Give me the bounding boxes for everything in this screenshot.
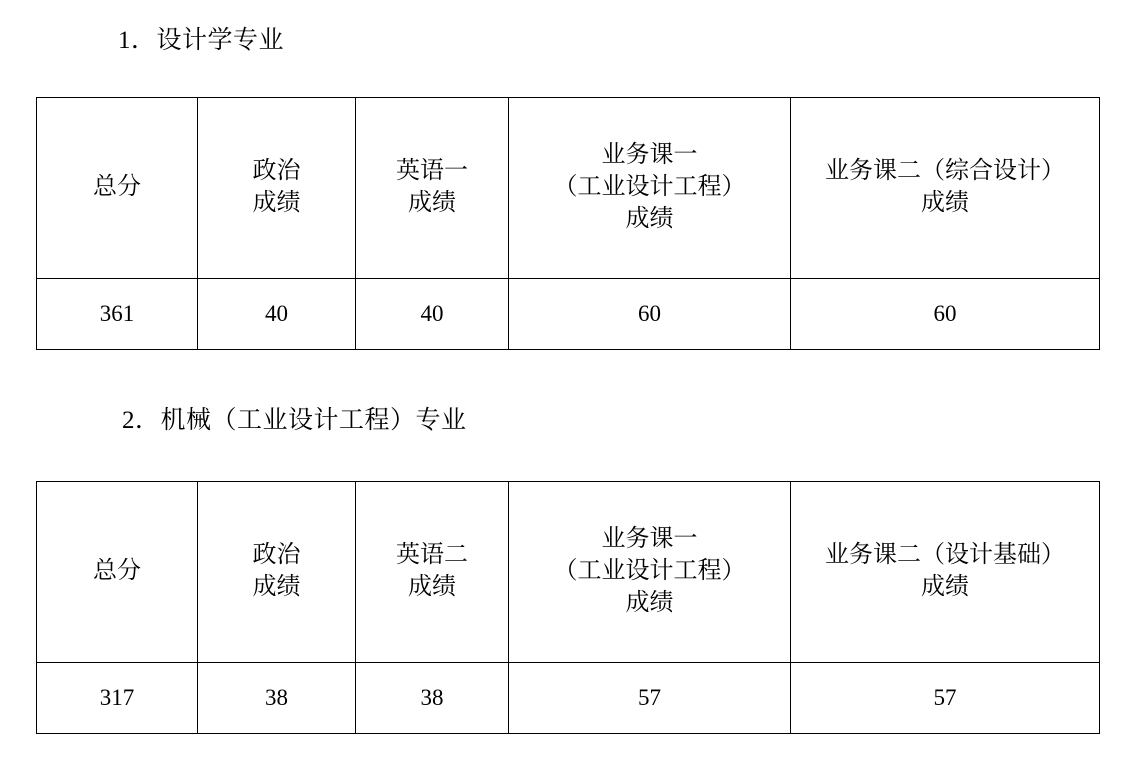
header-line: 成绩 [408, 574, 456, 600]
header-line: 总分 [93, 558, 141, 585]
header-line: 成绩 [252, 574, 301, 600]
header-cell-course-one [509, 482, 791, 663]
value-cell-politics: 40 [198, 279, 356, 350]
header-line: 成绩 [408, 190, 456, 216]
value-cell-total: 361 [37, 279, 198, 350]
table-value-row [37, 279, 1100, 350]
header-line: 成绩 [625, 589, 674, 616]
header-line: （工业设计工程） [553, 174, 746, 201]
header-cell-course-one [509, 98, 791, 279]
table-value-row [37, 663, 1100, 734]
value-cell-course-two: 57 [791, 663, 1100, 734]
header-line: 成绩 [252, 190, 301, 216]
value-cell-course-one: 57 [509, 663, 791, 734]
value-cell-course-two: 60 [791, 279, 1100, 350]
header-line: 政治 [252, 542, 301, 569]
header-line: 英语二 [396, 542, 468, 569]
header-cell-course-two [791, 482, 1100, 663]
table-header-row [37, 482, 1100, 663]
header-cell-total [37, 98, 198, 279]
header-line: 英语一 [396, 158, 468, 185]
header-cell-total [37, 482, 198, 663]
header-line: 业务课一 [601, 526, 698, 553]
header-line: 成绩 [625, 205, 674, 232]
header-cell-politics [198, 482, 356, 663]
value-cell-english: 40 [356, 279, 509, 350]
value-cell-english: 38 [356, 663, 509, 734]
value-cell-course-one: 60 [509, 279, 791, 350]
header-line: 业务课二（设计基础） [825, 542, 1065, 569]
value-cell-politics: 38 [198, 663, 356, 734]
header-line: 总分 [93, 174, 141, 201]
header-cell-english [356, 482, 509, 663]
header-line: 成绩 [921, 574, 969, 600]
table-header-row [37, 98, 1100, 279]
header-cell-course-two [791, 98, 1100, 279]
score-table-design [36, 97, 1100, 350]
header-line: 业务课一 [601, 142, 698, 169]
value-cell-total: 317 [37, 663, 198, 734]
section-heading-1: 1．设计学专业 [118, 27, 285, 54]
header-cell-english [356, 98, 509, 279]
header-line: 成绩 [921, 190, 969, 216]
header-line: （工业设计工程） [553, 558, 746, 585]
header-cell-politics [198, 98, 356, 279]
header-line: 业务课二（综合设计） [825, 158, 1065, 185]
header-line: 政治 [252, 158, 301, 185]
section-heading-2: 2．机械（工业设计工程）专业 [122, 407, 467, 434]
score-table-mechanical [36, 481, 1100, 734]
